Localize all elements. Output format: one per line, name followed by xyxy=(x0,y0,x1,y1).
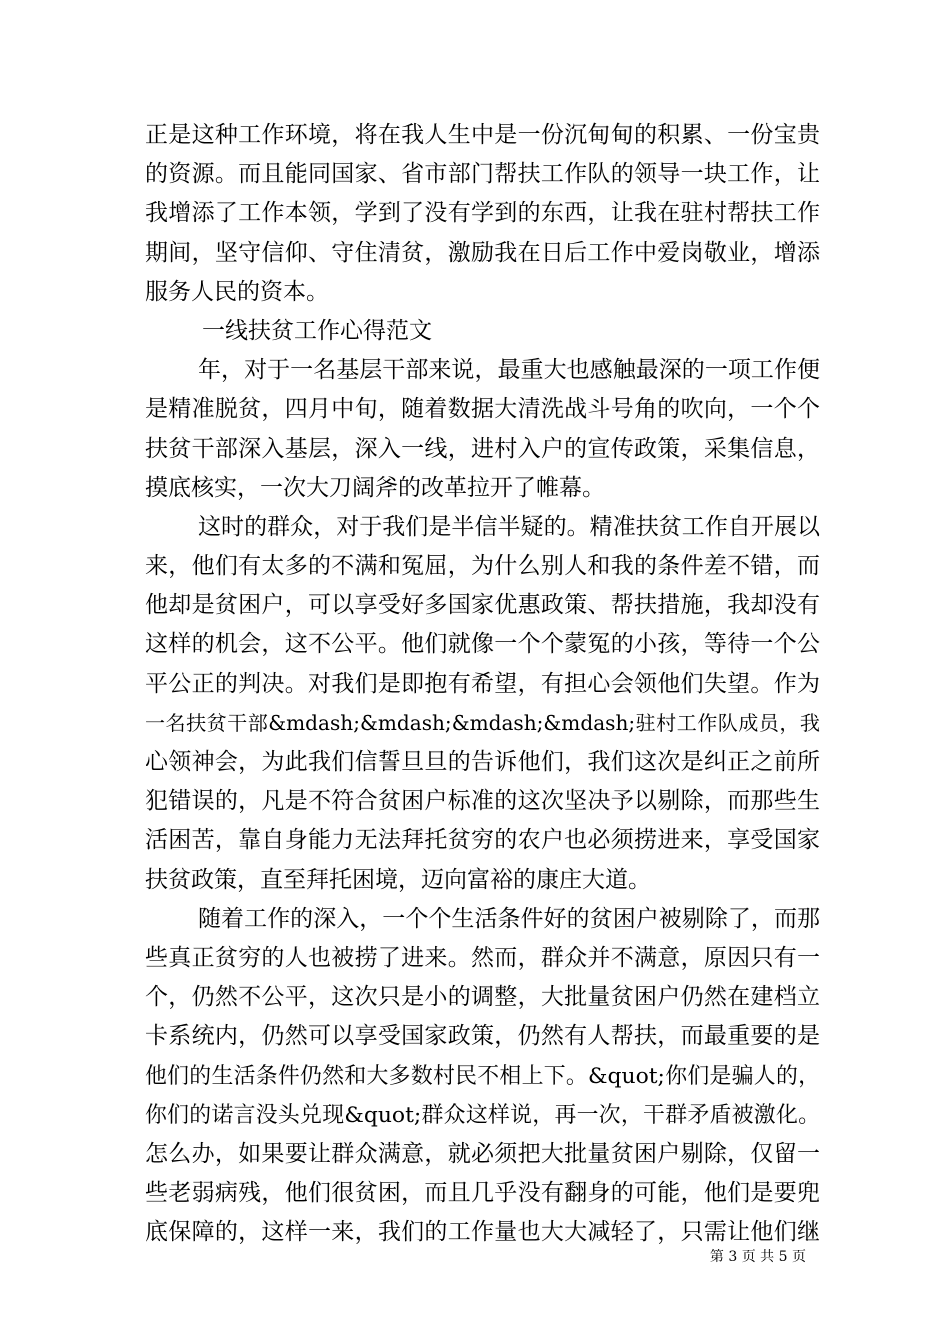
text-line: 的资源。而且能同国家、省市部门帮扶工作队的领导一块工作，让 xyxy=(145,161,820,188)
document-body xyxy=(145,116,820,1252)
text-line: 扶贫政策，直至拜托困境，迈向富裕的康庄大道。 xyxy=(145,866,651,893)
text-line: 是精准脱贫，四月中旬，随着数据大清洗战斗号角的吹向，一个个 xyxy=(145,396,820,423)
text-line: 一名扶贫干部&mdash;&mdash;&mdash;&mdash;驻村工作队成员，我 xyxy=(145,710,820,735)
page-number-footer: 第 3 页 共 5 页 xyxy=(709,1249,806,1265)
text-line: 摸底核实，一次大刀阔斧的改革拉开了帷幕。 xyxy=(145,474,605,501)
text-line: 服务人民的资本。 xyxy=(145,278,329,305)
text-line: 活困苦，靠自身能力无法拜托贫穷的农户也必须捞进来，享受国家 xyxy=(145,827,820,854)
paragraph-1 xyxy=(145,116,820,312)
text-line: 些真正贫穷的人也被捞了进来。然而，群众并不满意，原因只有一 xyxy=(145,944,820,971)
text-line: 心领神会，为此我们信誓旦旦的告诉他们，我们这次是纠正之前所 xyxy=(145,749,820,775)
text-line: 他却是贫困户，可以享受好多国家优惠政策、帮扶措施，我却没有 xyxy=(145,592,820,619)
text-line: 期间，坚守信仰、守住清贫，激励我在日后工作中爱岗敬业，增添 xyxy=(145,239,820,266)
text-line: 犯错误的，凡是不符合贫困户标准的这次坚决予以剔除，而那些生 xyxy=(145,788,820,815)
text-line: 些老弱病残，他们很贫困，而且几乎没有翻身的可能，他们是要兜 xyxy=(145,1180,820,1207)
paragraph-3 xyxy=(145,508,820,900)
text-line: 你们的诺言没头兑现&quot;群众这样说，再一次，干群矛盾被激化。 xyxy=(145,1102,820,1128)
text-line: 卡系统内，仍然可以享受国家政策，仍然有人帮扶，而最重要的是 xyxy=(145,1023,820,1050)
text-line: 年，对于一名基层干部来说，最重大也感触最深的一项工作便 xyxy=(198,357,820,384)
text-line: 这样的机会，这不公平。他们就像一个个蒙冤的小孩，等待一个公 xyxy=(145,631,820,658)
text-line: 这时的群众，对于我们是半信半疑的。精准扶贫工作自开展以 xyxy=(198,513,820,540)
section-heading: 一线扶贫工作心得范文 xyxy=(202,317,432,344)
text-line: 他们的生活条件仍然和大多数村民不相上下。&quot;你们是骗人的， xyxy=(145,1063,820,1089)
text-line: 个，仍然不公平，这次只是小的调整，大批量贫困户仍然在建档立 xyxy=(145,984,820,1011)
text-line: 我增添了工作本领，学到了没有学到的东西，让我在驻村帮扶工作 xyxy=(145,200,820,227)
text-line: 随着工作的深入，一个个生活条件好的贫困户被剔除了，而那 xyxy=(198,905,820,932)
text-line: 来，他们有太多的不满和冤屈，为什么别人和我的条件差不错，而 xyxy=(145,553,820,580)
text-line: 怎么办，如果要让群众满意，就必须把大批量贫困户剔除，仅留一 xyxy=(145,1140,820,1167)
text-line: 扶贫干部深入基层，深入一线，进村入户的宣传政策，采集信息， xyxy=(145,435,820,462)
paragraph-2 xyxy=(145,351,820,508)
paragraph-4 xyxy=(145,900,820,1253)
text-line: 正是这种工作环境，将在我人生中是一份沉甸甸的积累、一份宝贵 xyxy=(145,122,820,148)
text-line: 底保障的，这样一来，我们的工作量也大大减轻了，只需让他们继 xyxy=(145,1219,820,1246)
text-line: 平公正的判决。对我们是即抱有希望，有担心会领他们失望。作为 xyxy=(145,670,820,697)
